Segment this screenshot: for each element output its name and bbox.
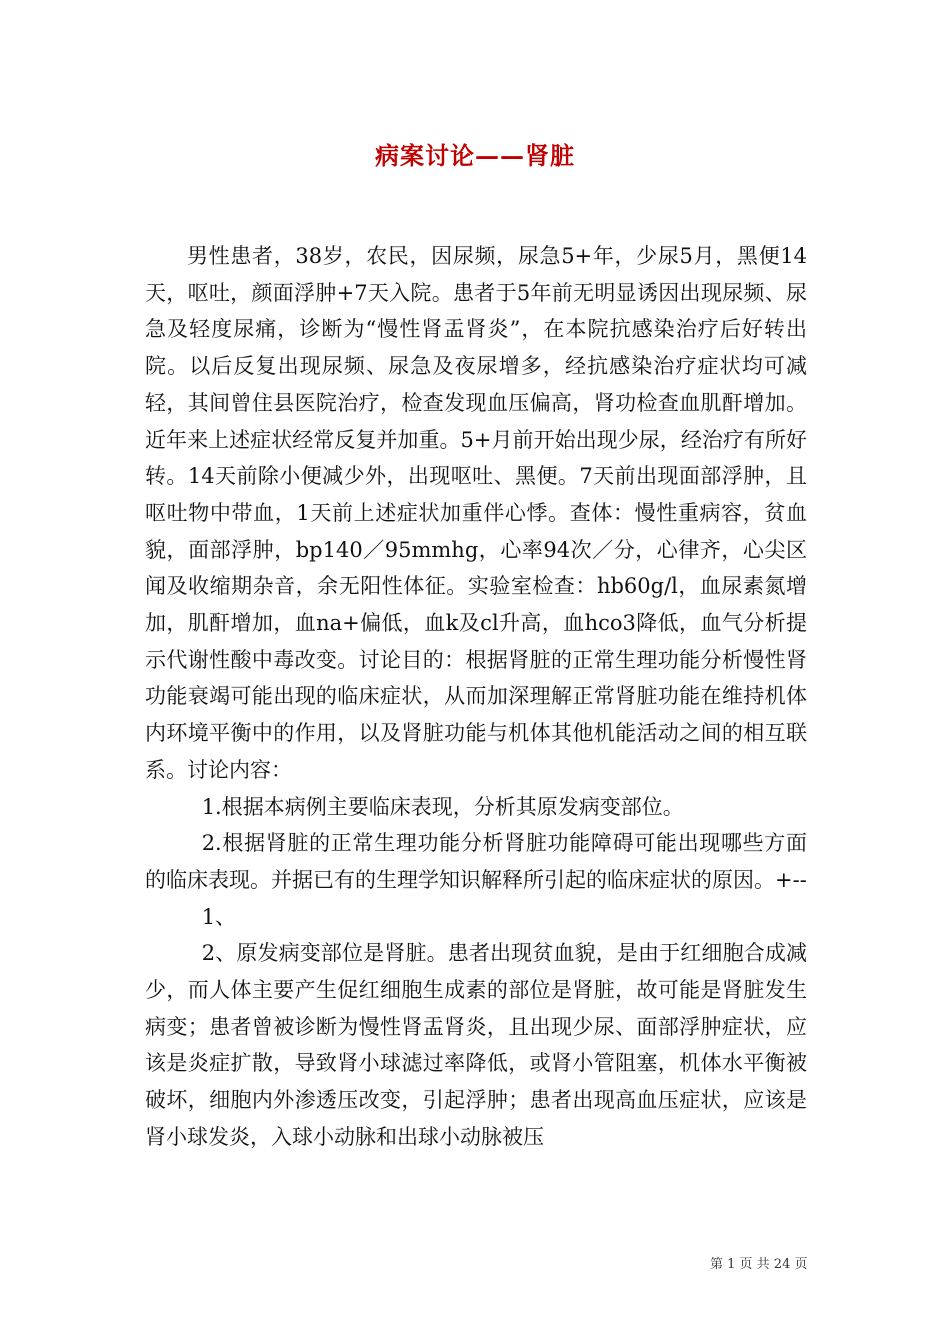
paragraph-answer-1: 1、 xyxy=(201,904,237,929)
paragraph-case-description: 男性患者，38岁，农民，因尿频，尿急5+年，少尿5月，黑便14天，呕吐，颜面浮肿+7天入院。患者于5年前无明显诱因出现尿频、尿急及轻度尿痛，诊断为“慢性肾盂肾炎”，在本院抗感染治疗后好转出院。以后反复出现尿频、尿急及夜尿增多，经抗感染治疗症状均可减轻，其间曾住县医院治疗，检查发现血压偏高，肾功检查血肌酐增加。近年来上述症状经常反复并加重。5+月前开始出现少尿，经治疗有所好转。14天前除小便减少外，出现呕吐、黑便。7天前出现面部浮肿，且呕吐物中带血，1天前上述症状加重伴心悸。查体：慢性重病容，贫血貌，面部浮肿，bp140／95mmhg，心率94次／分，心律齐，心尖区闻及收缩期杂音，余无阳性体征。实验室检查：hb60g/l，血尿素氮增加，肌酐增加，血na+偏低，血k及cl升高，血hco3降低，血气分析提示代谢性酸中毒改变。讨论目的：根据肾脏的正常生理功能分析慢性肾功能衰竭可能出现的临床症状，从而加深理解正常肾脏功能在维持机体内环境平衡中的作用，以及肾脏功能与机体其他机能活动之间的相互联系。讨论内容： xyxy=(145,244,807,782)
paragraph-question-1: 1.根据本病例主要临床表现，分析其原发病变部位。 xyxy=(201,794,684,819)
document-body xyxy=(145,238,807,1156)
paragraph-question-2: 2.根据肾脏的正常生理功能分析肾脏功能障碍可能出现哪些方面的临床表现。并据已有的生理学知识解释所引起的临床症状的原因。+-- xyxy=(145,831,807,892)
page-number-footer: 第 1 页 共 24 页 xyxy=(710,1257,808,1272)
document-title: 病案讨论——肾脏 xyxy=(375,141,575,170)
paragraph-answer-2: 2、原发病变部位是肾脏。患者出现贫血貌，是由于红细胞合成减少，而人体主要产生促红细胞生成素的部位是肾脏，故可能是肾脏发生病变；患者曾被诊断为慢性肾盂肾炎，且出现少尿、面部浮肿症状，应该是炎症扩散，导致肾小球滤过率降低，或肾小管阻塞，机体水平衡被破坏，细胞内外渗透压改变，引起浮肿；患者出现高血压症状，应该是肾小球发炎，入球小动脉和出球小动脉被压 xyxy=(145,941,807,1149)
